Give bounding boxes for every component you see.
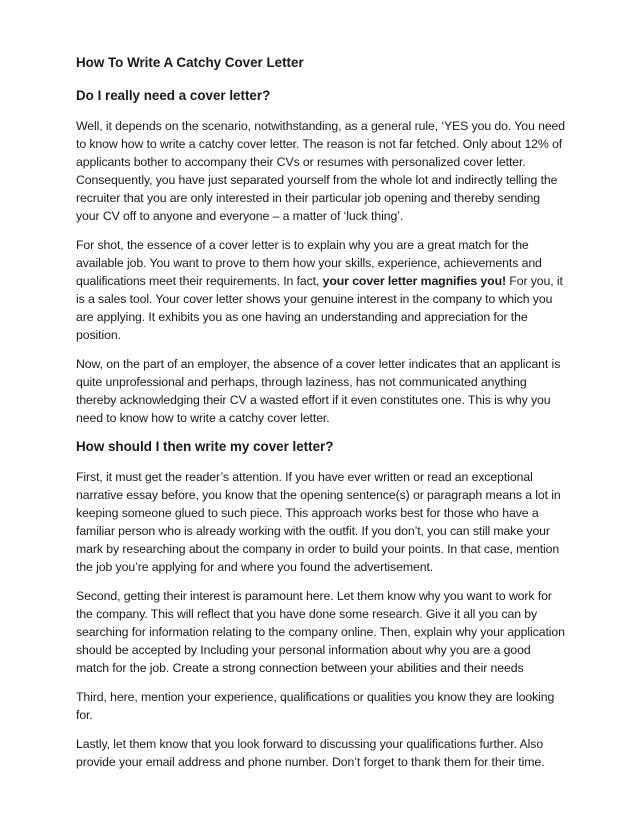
emphasis-text: your cover letter magnifies you! bbox=[322, 274, 506, 288]
section-heading-need-cover-letter: Do I really need a cover letter? bbox=[76, 88, 271, 103]
document-page bbox=[76, 54, 566, 782]
document-title: How To Write A Catchy Cover Letter bbox=[76, 55, 304, 70]
paragraph: First, it must get the reader’s attention. If you have ever written or read an exceptional narrative essay before, you know that the opening sentence(s) or paragraph means a lot in keeping someone glued to such piece. This approach works best for those who have a familiar person who is already working with the outfit. If you don’t, you can still make your mark by researching about the company in order to build your points. In that case, mention the job you’re applying for and where you found the advertisement. bbox=[76, 470, 561, 574]
paragraph bbox=[76, 236, 566, 344]
paragraph: Well, it depends on the scenario, notwithstanding, as a general rule, ‘YES you do. You need to know how to write a catchy cover letter. The reason is not far fetched. Only about 12% of applicants bother to accompany their CVs or resumes with personalized cover letter. Consequently, you have just separated yourself from the whole lot and indirectly telling the recruiter that you are only interested in their particular job opening and thereby sending your CV off to anyone and everyone – a matter of ‘luck thing’. bbox=[76, 119, 566, 223]
section-heading-how-to-write: How should I then write my cover letter? bbox=[76, 439, 334, 454]
paragraph: Second, getting their interest is paramount here. Let them know why you want to work for the company. This will reflect that you have done some research. Give it all you can by searching for information relating to the company online. Then, explain why your application should be accepted by Including your personal information about why you are a good match for the job. Create a strong connection between your abilities and their needs bbox=[76, 589, 565, 675]
paragraph: Lastly, let them know that you look forward to discussing your qualifications further. Also provide your email address and phone number. Don’t forget to thank them for their time. bbox=[76, 737, 545, 769]
paragraph: Third, here, mention your experience, qualifications or qualities you know they are looking for. bbox=[76, 690, 555, 722]
paragraph: Now, on the part of an employer, the absence of a cover letter indicates that an applicant is quite unprofessional and perhaps, through laziness, has not communicated anything thereby acknowledging their CV a wasted effort if it even constitutes one. This is why you need to know how to write a catchy cover letter. bbox=[76, 357, 561, 425]
paragraph-text: For you, it is a sales tool. Your cover letter shows your genuine interest in the company to which you are applying. It exhibits you as one having an understanding and appreciation for the position. bbox=[76, 274, 563, 342]
paragraph-text: For shot, the essence of a cover letter is to explain why you are a great match for the available job. You want to prove to them how your skills, experience, achievements and qualifications meet their requirements. In fact, bbox=[76, 238, 542, 288]
